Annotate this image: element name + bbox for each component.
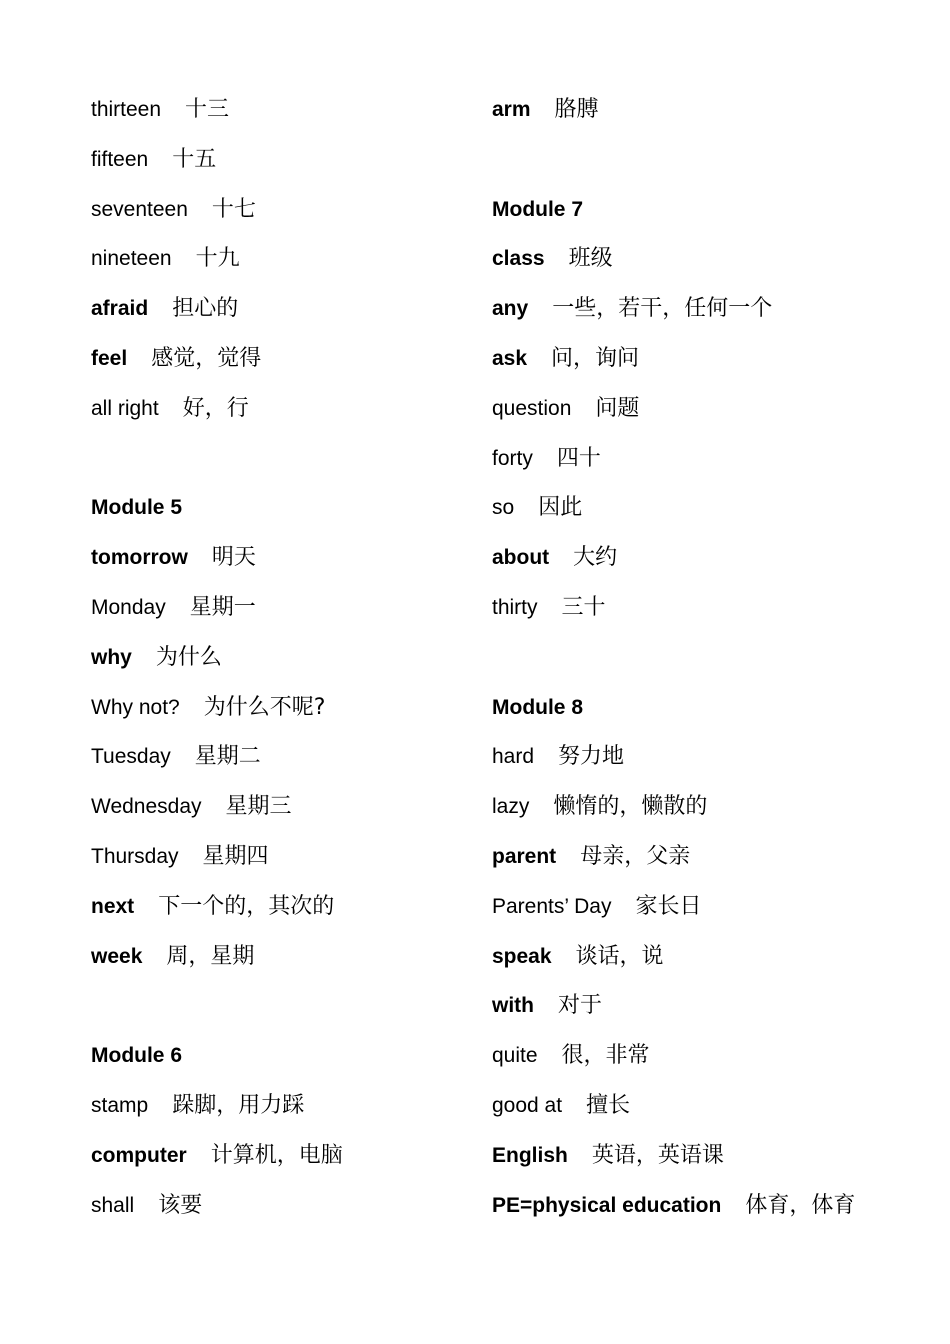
- vocab-word: ask: [492, 346, 528, 370]
- vocab-meaning: 跺脚，用力踩: [172, 1092, 305, 1118]
- vocab-entry: [492, 981, 932, 1031]
- vocab-meaning: 三十: [561, 594, 606, 620]
- vocab-word: feel: [91, 346, 128, 370]
- vocab-meaning: 为什么: [155, 644, 222, 670]
- vocab-entry: [91, 782, 471, 832]
- vocab-meaning: 母亲，父亲: [580, 843, 691, 869]
- vocab-word: why: [91, 645, 132, 669]
- module-heading-text: Module 8: [492, 695, 584, 719]
- vocab-word: lazy: [492, 795, 530, 819]
- module-heading: [91, 483, 471, 533]
- vocab-word: thirty: [492, 595, 538, 619]
- vocab-meaning: 十三: [185, 97, 230, 122]
- module-heading: [492, 683, 932, 733]
- vocab-meaning: 体育，体育: [745, 1192, 856, 1218]
- vocab-meaning: 十七: [211, 196, 256, 222]
- vocab-meaning: 很，非常: [561, 1043, 650, 1069]
- vocab-meaning: 擅长: [586, 1092, 631, 1118]
- blank-line: [91, 434, 471, 484]
- vocab-meaning: 计算机，电脑: [210, 1142, 343, 1168]
- blank-line: [492, 135, 932, 185]
- vocab-meaning: 努力地: [558, 744, 625, 770]
- vocab-word: good at: [492, 1093, 563, 1117]
- vocab-entry: [492, 533, 932, 583]
- vocab-meaning: 星期一: [189, 594, 256, 620]
- vocab-word: Tuesday: [91, 745, 171, 769]
- vocab-word: Wednesday: [91, 795, 202, 819]
- vocab-entry: [91, 1181, 471, 1231]
- vocab-word: shall: [91, 1193, 135, 1217]
- vocab-entry: [492, 583, 932, 633]
- vocab-meaning: 感觉，觉得: [151, 345, 262, 371]
- vocab-word: nineteen: [91, 247, 172, 271]
- vocab-meaning: 因此: [538, 495, 583, 521]
- vocab-meaning: 一些，若干，任何一个: [552, 296, 773, 322]
- vocab-entry: [91, 284, 471, 334]
- vocab-entry: [492, 384, 932, 434]
- vocab-meaning: 担心的: [172, 296, 239, 322]
- vocab-entry: [492, 1131, 932, 1181]
- vocab-entry: [91, 683, 471, 733]
- vocab-meaning: 大约: [573, 545, 618, 571]
- vocab-entry: [492, 1081, 932, 1131]
- module-heading-text: Module 6: [91, 1044, 183, 1068]
- left-column: [91, 85, 471, 1230]
- vocab-entry: [91, 832, 471, 882]
- vocab-word: arm: [492, 98, 531, 121]
- vocab-word: next: [91, 894, 135, 918]
- vocab-entry: [91, 234, 471, 284]
- vocab-entry: [91, 85, 471, 135]
- vocab-meaning: 四十: [556, 445, 601, 471]
- blank-line: [91, 981, 471, 1031]
- vocab-entry: [91, 334, 471, 384]
- vocab-word: Parents’ Day: [492, 894, 612, 918]
- vocab-word: hard: [492, 745, 535, 769]
- vocab-word: English: [492, 1143, 568, 1167]
- vocab-word: forty: [492, 446, 533, 470]
- vocab-entry: [91, 583, 471, 633]
- vocab-entry: [492, 284, 932, 334]
- module-heading-text: Module 5: [91, 496, 183, 520]
- vocab-word: week: [91, 944, 143, 968]
- vocab-entry: [91, 185, 471, 235]
- vocab-entry: [91, 533, 471, 583]
- vocab-word: with: [492, 994, 534, 1018]
- vocab-word: all right: [91, 396, 159, 420]
- vocab-word: Monday: [91, 595, 166, 619]
- vocab-meaning: 好，行: [182, 395, 249, 421]
- vocab-word: any: [492, 297, 529, 321]
- vocab-word: afraid: [91, 297, 149, 321]
- vocab-entry: [492, 234, 932, 284]
- vocab-meaning: 星期四: [202, 843, 269, 869]
- vocab-entry: [492, 1031, 932, 1081]
- vocab-entry: [492, 782, 932, 832]
- vocab-word: about: [492, 546, 550, 570]
- vocab-meaning: 下一个的，其次的: [158, 893, 335, 919]
- vocab-meaning: 明天: [211, 545, 256, 571]
- vocab-word: seventeen: [91, 197, 188, 221]
- vocab-meaning: 十五: [172, 146, 217, 172]
- vocab-entry: [91, 633, 471, 683]
- vocab-meaning: 英语，英语课: [591, 1142, 724, 1168]
- vocab-meaning: 问，询问: [551, 345, 640, 371]
- vocab-entry: [91, 732, 471, 782]
- vocab-entry: [91, 384, 471, 434]
- vocab-entry: [91, 1081, 471, 1131]
- vocab-entry: [492, 434, 932, 484]
- vocab-meaning: 十九: [195, 246, 240, 272]
- vocab-entry: [91, 135, 471, 185]
- vocab-entry: [492, 882, 932, 932]
- vocab-word: Why not?: [91, 695, 180, 719]
- vocab-word: computer: [91, 1143, 187, 1167]
- vocab-meaning: 星期三: [225, 794, 292, 820]
- vocab-entry: [492, 1181, 932, 1231]
- vocab-word: tomorrow: [91, 546, 188, 570]
- vocab-word: class: [492, 247, 545, 271]
- vocab-meaning: 星期二: [194, 744, 261, 770]
- vocab-word: parent: [492, 844, 557, 868]
- right-column: [492, 85, 932, 1230]
- vocab-entry: [492, 732, 932, 782]
- vocab-entry: [492, 832, 932, 882]
- vocab-meaning: 家长日: [635, 893, 702, 919]
- vocab-meaning: 为什么不呢?: [203, 694, 326, 720]
- vocab-word: question: [492, 396, 572, 420]
- vocab-entry: [492, 483, 932, 533]
- vocab-word: quite: [492, 1044, 538, 1068]
- blank-line: [492, 633, 932, 683]
- vocab-meaning: 该要: [158, 1192, 203, 1218]
- module-heading: [91, 1031, 471, 1081]
- vocab-entry: [492, 334, 932, 384]
- vocab-entry: [91, 1131, 471, 1181]
- vocab-entry: [91, 932, 471, 982]
- vocab-entry: [492, 932, 932, 982]
- vocab-word: PE=physical education: [492, 1193, 722, 1217]
- vocab-meaning: 班级: [568, 246, 613, 272]
- vocab-entry: [492, 85, 932, 135]
- vocab-meaning: 对于: [558, 993, 603, 1019]
- vocab-word: Thursday: [91, 844, 179, 868]
- vocab-word: stamp: [91, 1093, 149, 1117]
- vocab-meaning: 懒惰的，懒散的: [553, 794, 708, 820]
- module-heading-text: Module 7: [492, 197, 584, 221]
- vocab-meaning: 周，星期: [166, 943, 255, 969]
- module-heading: [492, 185, 932, 235]
- vocab-entry: [91, 882, 471, 932]
- vocab-word: fifteen: [91, 147, 149, 171]
- vocab-meaning: 谈话，说: [575, 943, 664, 969]
- vocab-meaning: 胳膊: [554, 97, 599, 122]
- vocab-word: thirteen: [91, 98, 162, 121]
- vocab-word: so: [492, 496, 515, 520]
- vocab-meaning: 问题: [595, 395, 640, 421]
- vocab-word: speak: [492, 944, 552, 968]
